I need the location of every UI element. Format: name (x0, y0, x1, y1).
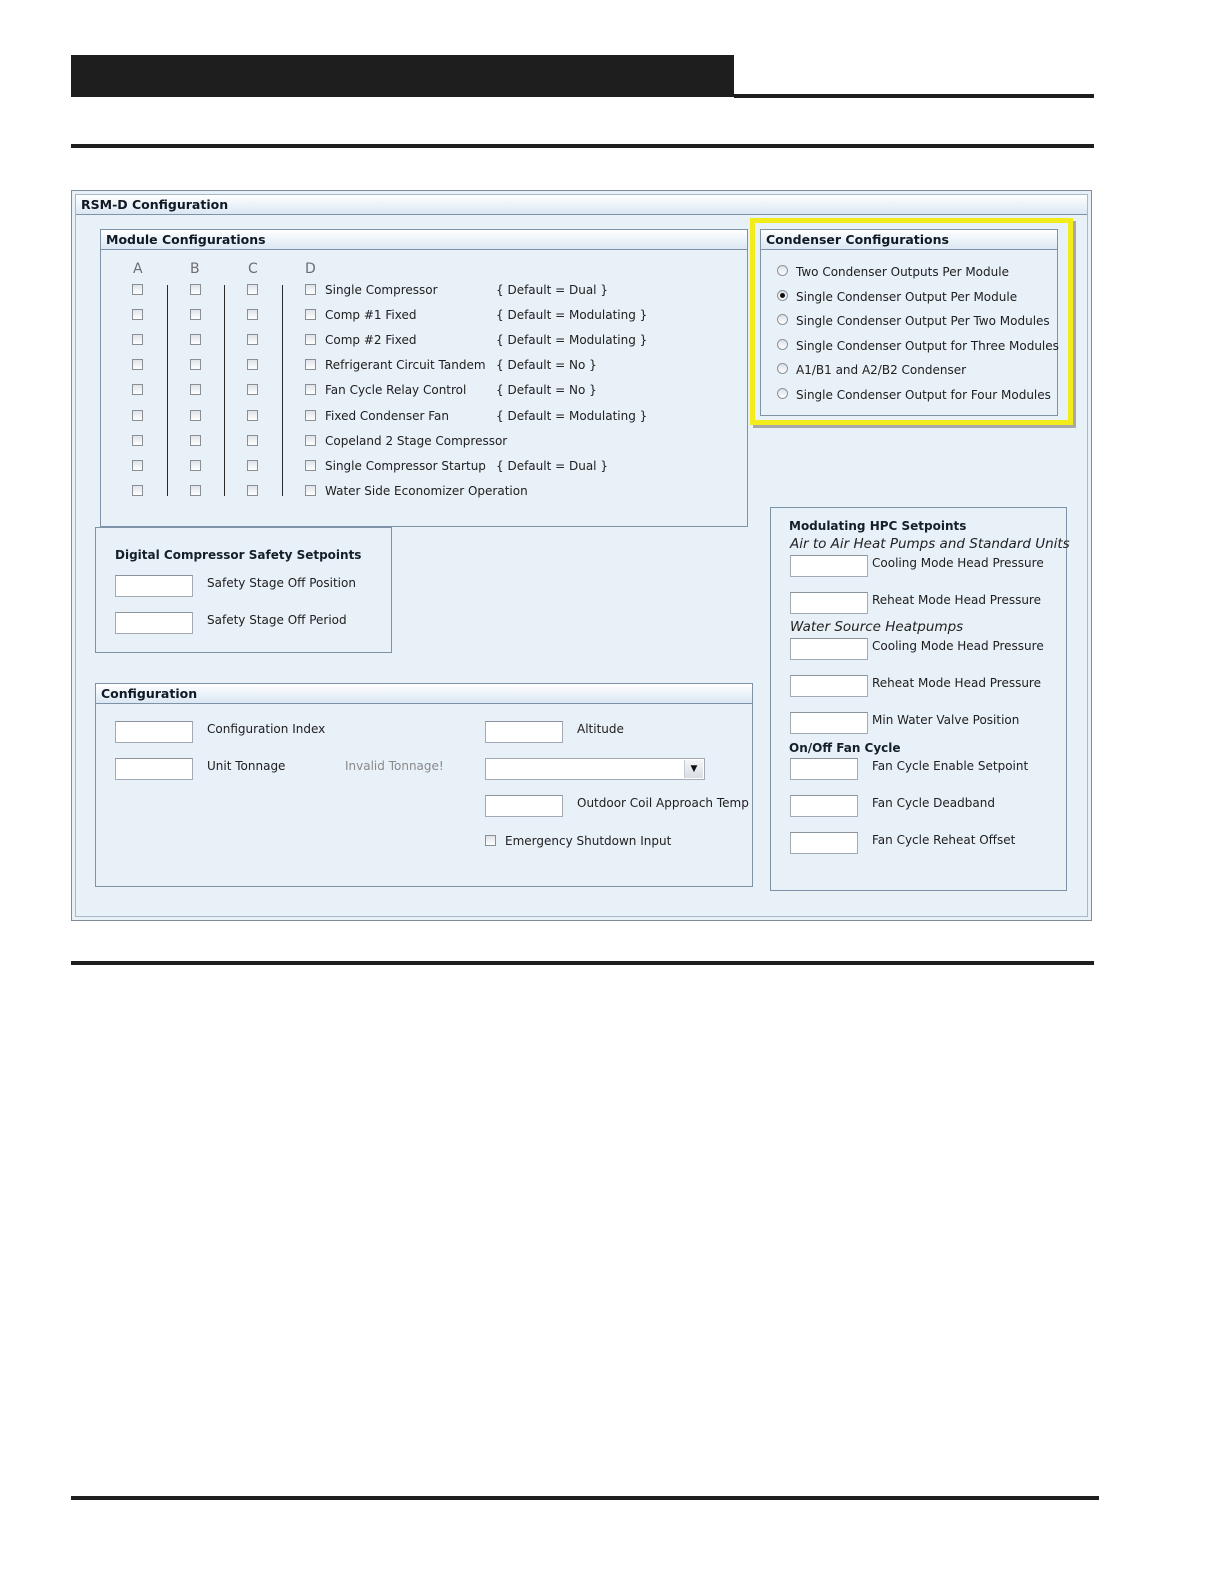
module-d-checkbox[interactable] (305, 359, 316, 370)
column-divider (282, 285, 283, 496)
unit-tonnage-label: Unit Tonnage (207, 759, 286, 773)
invalid-tonnage-warning: Invalid Tonnage! (345, 759, 444, 773)
module-option-label: Fixed Condenser Fan (325, 409, 449, 423)
module-c-checkbox[interactable] (247, 284, 258, 295)
water-reheat-head-pressure-input[interactable] (790, 675, 868, 697)
module-b-checkbox[interactable] (190, 460, 201, 471)
fan-cycle-reheat-offset-input[interactable] (790, 832, 858, 854)
module-a-checkbox[interactable] (132, 359, 143, 370)
module-b-checkbox[interactable] (190, 359, 201, 370)
column-header-b: B (190, 261, 200, 277)
min-water-valve-position-input[interactable] (790, 712, 868, 734)
safety-stage-off-period-input[interactable] (115, 612, 193, 634)
condenser-option-label[interactable]: Two Condenser Outputs Per Module (796, 265, 1009, 279)
module-b-checkbox[interactable] (190, 334, 201, 345)
module-b-checkbox[interactable] (190, 309, 201, 320)
on-off-fan-cycle-heading: On/Off Fan Cycle (789, 741, 901, 755)
modulating-hpc-title: Modulating HPC Setpoints (789, 519, 967, 533)
column-divider (224, 285, 225, 496)
module-c-checkbox[interactable] (247, 359, 258, 370)
min-water-valve-position-label: Min Water Valve Position (872, 713, 1020, 727)
module-a-checkbox[interactable] (132, 309, 143, 320)
module-option-label: Refrigerant Circuit Tandem (325, 358, 486, 372)
module-option-default: { Default = No } (496, 383, 597, 397)
condenser-option-label[interactable]: Single Condenser Output for Four Modules (796, 388, 1051, 402)
module-option-label: Water Side Economizer Operation (325, 484, 528, 498)
module-option-default: { Default = Modulating } (496, 308, 648, 322)
air-reheat-head-pressure-label: Reheat Mode Head Pressure (872, 593, 1041, 607)
module-a-checkbox[interactable] (132, 435, 143, 446)
condenser-option-label[interactable]: Single Condenser Output for Three Modules (796, 339, 1059, 353)
header-rule (734, 94, 1094, 98)
unit-tonnage-input[interactable] (115, 758, 193, 780)
module-d-checkbox[interactable] (305, 485, 316, 496)
safety-stage-off-position-input[interactable] (115, 575, 193, 597)
air-cooling-head-pressure-label: Cooling Mode Head Pressure (872, 556, 1044, 570)
module-b-checkbox[interactable] (190, 410, 201, 421)
configuration-index-label: Configuration Index (207, 722, 326, 736)
module-c-checkbox[interactable] (247, 410, 258, 421)
module-option-default: { Default = No } (496, 358, 597, 372)
tonnage-dropdown[interactable] (485, 758, 705, 780)
section-rule-top (71, 144, 1094, 148)
water-cooling-head-pressure-input[interactable] (790, 638, 868, 660)
condenser-configurations-title: Condenser Configurations (761, 230, 1057, 250)
section-rule-bottom (71, 961, 1094, 965)
module-option-default: { Default = Modulating } (496, 409, 648, 423)
module-a-checkbox[interactable] (132, 485, 143, 496)
module-a-checkbox[interactable] (132, 410, 143, 421)
module-d-checkbox[interactable] (305, 435, 316, 446)
module-option-label: Comp #1 Fixed (325, 308, 417, 322)
fan-cycle-enable-setpoint-input[interactable] (790, 758, 858, 780)
module-d-checkbox[interactable] (305, 284, 316, 295)
emergency-shutdown-label: Emergency Shutdown Input (505, 834, 672, 848)
condenser-highlight-box (750, 218, 1073, 425)
module-c-checkbox[interactable] (247, 435, 258, 446)
page-header-bar (71, 55, 734, 97)
water-reheat-head-pressure-label: Reheat Mode Head Pressure (872, 676, 1041, 690)
fan-cycle-reheat-offset-label: Fan Cycle Reheat Offset (872, 833, 1016, 847)
column-divider (167, 285, 168, 496)
safety-stage-off-position-label: Safety Stage Off Position (207, 576, 356, 590)
module-option-default: { Default = Dual } (496, 459, 608, 473)
module-b-checkbox[interactable] (190, 485, 201, 496)
module-configurations-title: Module Configurations (101, 230, 747, 250)
chevron-down-icon[interactable]: ▼ (684, 760, 703, 778)
fan-cycle-enable-setpoint-label: Fan Cycle Enable Setpoint (872, 759, 1029, 773)
module-d-checkbox[interactable] (305, 384, 316, 395)
module-option-default: { Default = Dual } (496, 283, 608, 297)
fan-cycle-deadband-label: Fan Cycle Deadband (872, 796, 995, 810)
water-source-heading: Water Source Heatpumps (790, 619, 964, 635)
module-d-checkbox[interactable] (305, 460, 316, 471)
condenser-option-label[interactable]: Single Condenser Output Per Module (796, 290, 1018, 304)
fan-cycle-deadband-input[interactable] (790, 795, 858, 817)
module-option-label: Fan Cycle Relay Control (325, 383, 467, 397)
module-b-checkbox[interactable] (190, 435, 201, 446)
module-c-checkbox[interactable] (247, 334, 258, 345)
module-b-checkbox[interactable] (190, 284, 201, 295)
column-header-a: A (133, 261, 143, 277)
footer-rule (71, 1496, 1099, 1500)
altitude-input[interactable] (485, 721, 563, 743)
safety-stage-off-period-label: Safety Stage Off Period (207, 613, 347, 627)
window-title: RSM-D Configuration (76, 195, 1087, 215)
emergency-shutdown-checkbox[interactable] (485, 835, 496, 846)
module-option-default: { Default = Modulating } (496, 333, 648, 347)
module-c-checkbox[interactable] (247, 485, 258, 496)
air-reheat-head-pressure-input[interactable] (790, 592, 868, 614)
module-c-checkbox[interactable] (247, 309, 258, 320)
condenser-option-label[interactable]: A1/B1 and A2/B2 Condenser (796, 363, 967, 377)
module-c-checkbox[interactable] (247, 384, 258, 395)
condenser-option-label[interactable]: Single Condenser Output Per Two Modules (796, 314, 1050, 328)
digital-compressor-title: Digital Compressor Safety Setpoints (115, 548, 362, 562)
module-b-checkbox[interactable] (190, 384, 201, 395)
module-d-checkbox[interactable] (305, 334, 316, 345)
air-cooling-head-pressure-input[interactable] (790, 555, 868, 577)
module-d-checkbox[interactable] (305, 410, 316, 421)
module-option-label: Single Compressor (325, 283, 438, 297)
air-to-air-heading: Air to Air Heat Pumps and Standard Units (790, 536, 1070, 552)
module-option-label: Single Compressor Startup (325, 459, 486, 473)
altitude-label: Altitude (577, 722, 624, 736)
configuration-title: Configuration (96, 684, 752, 704)
module-a-checkbox[interactable] (132, 384, 143, 395)
module-option-label: Comp #2 Fixed (325, 333, 417, 347)
module-d-checkbox[interactable] (305, 309, 316, 320)
column-header-d: D (305, 261, 316, 277)
column-header-c: C (248, 261, 258, 277)
configuration-index-input[interactable] (115, 721, 193, 743)
module-option-label: Copeland 2 Stage Compressor (325, 434, 508, 448)
module-a-checkbox[interactable] (132, 284, 143, 295)
configuration-group (95, 683, 753, 887)
module-a-checkbox[interactable] (132, 334, 143, 345)
module-a-checkbox[interactable] (132, 460, 143, 471)
outdoor-coil-approach-label: Outdoor Coil Approach Temp (577, 796, 749, 810)
module-c-checkbox[interactable] (247, 460, 258, 471)
outdoor-coil-approach-input[interactable] (485, 795, 563, 817)
water-cooling-head-pressure-label: Cooling Mode Head Pressure (872, 639, 1044, 653)
